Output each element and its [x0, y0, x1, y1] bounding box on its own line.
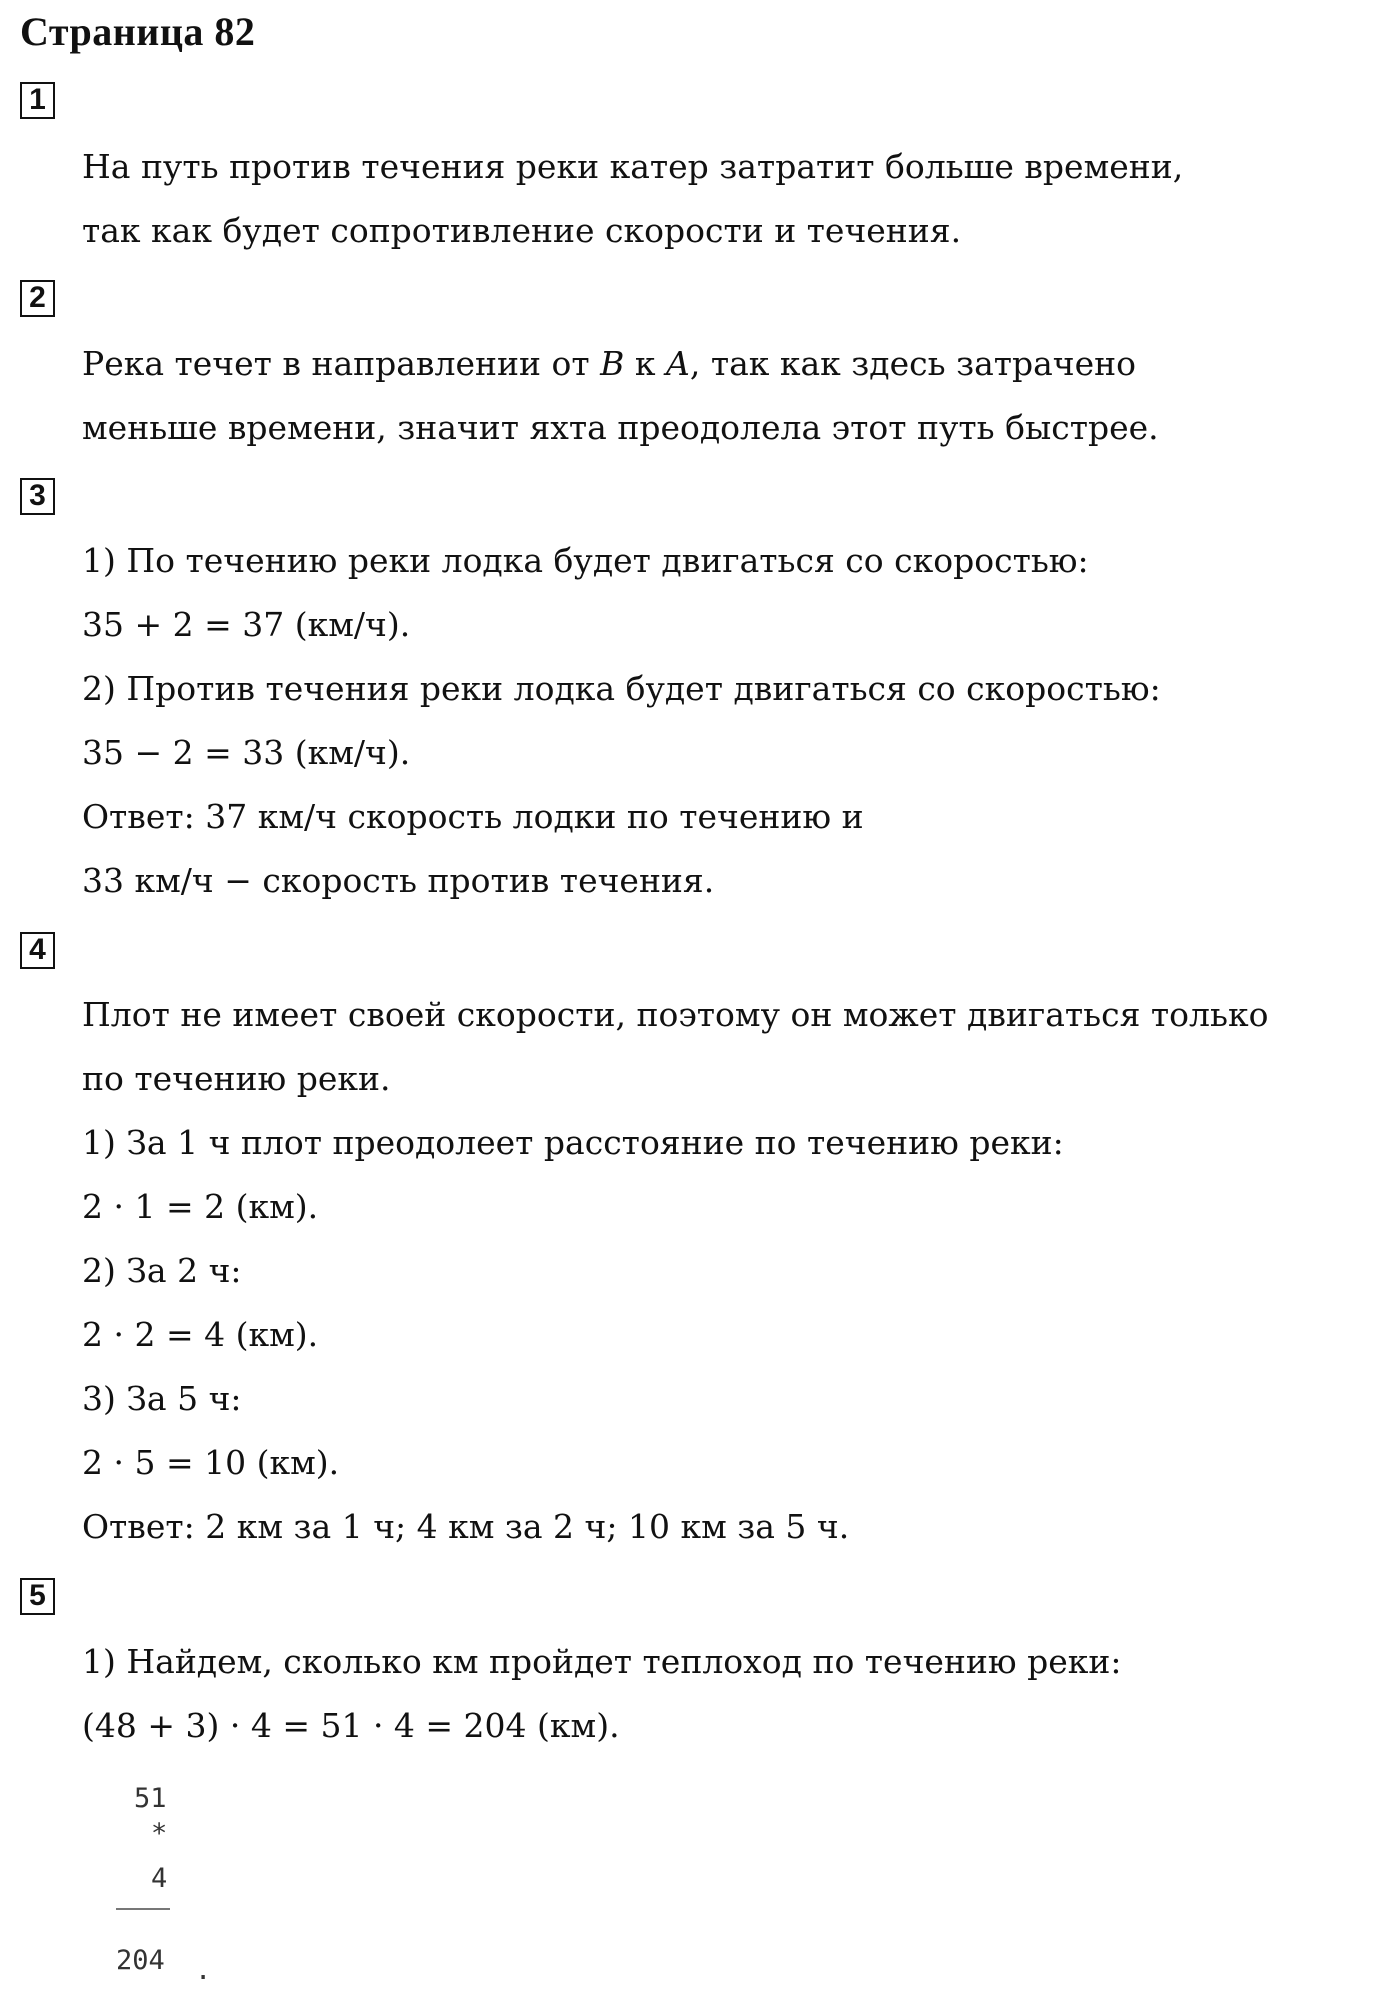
- task-2-text-b: , так как здесь затрачено: [689, 344, 1137, 383]
- task-3-line-6: 33 км/ч − скорость против течения.: [82, 861, 715, 900]
- task-4-line-7: 3) За 5 ч:: [82, 1379, 242, 1418]
- calc-divider-line: [116, 1908, 170, 1910]
- calc-dot: .: [195, 1955, 212, 1986]
- task-4-line-8: 2 · 5 = 10 (км).: [82, 1443, 340, 1482]
- task-number-5: 5: [20, 1578, 55, 1615]
- task-number-2: 2: [20, 280, 55, 317]
- task-3-line-2: 35 + 2 = 37 (км/ч).: [82, 605, 411, 644]
- task-number-4: 4: [20, 932, 55, 969]
- task-5-line-2: (48 + 3) · 4 = 51 · 4 = 204 (км).: [82, 1706, 620, 1745]
- task-4-line-9: Ответ: 2 км за 1 ч; 4 км за 2 ч; 10 км за 5 ч.: [82, 1507, 850, 1546]
- task-number-3: 3: [20, 478, 55, 515]
- task-2-text-a: Река течет в направлении от: [82, 344, 590, 383]
- task-2-line-1: [82, 342, 1136, 386]
- task-1-line-2: так как будет сопротивление скорости и течения.: [82, 211, 962, 250]
- calc-bottom-number: 4: [151, 1863, 168, 1894]
- task-4-line-5: 2) За 2 ч:: [82, 1251, 242, 1290]
- task-3-line-5: Ответ: 37 км/ч скорость лодки по течению и: [82, 797, 864, 836]
- task-4-line-2: по течению реки.: [82, 1059, 391, 1098]
- task-5-line-1: 1) Найдем, сколько км пройдет теплоход по течению реки:: [82, 1642, 1122, 1681]
- task-4-line-1: Плот не имеет своей скорости, поэтому он может двигаться только: [82, 995, 1269, 1034]
- task-4-line-3: 1) За 1 ч плот преодолеет расстояние по течению реки:: [82, 1123, 1064, 1162]
- task-number-1: 1: [20, 82, 55, 119]
- task-1-line-1: На путь против течения реки катер затратит больше времени,: [82, 147, 1184, 186]
- task-3-line-4: 35 − 2 = 33 (км/ч).: [82, 733, 411, 772]
- calc-operator: *: [151, 1818, 168, 1849]
- task-4-line-4: 2 · 1 = 2 (км).: [82, 1187, 319, 1226]
- calc-top-number: 51: [134, 1783, 167, 1814]
- task-4-line-6: 2 · 2 = 4 (км).: [82, 1315, 319, 1354]
- task-3-line-1: 1) По течению реки лодка будет двигаться со скоростью:: [82, 541, 1089, 580]
- point-a: A: [666, 344, 690, 383]
- task-2-text-k: к: [634, 344, 656, 383]
- point-b: B: [600, 344, 625, 383]
- task-3-line-3: 2) Против течения реки лодка будет двигаться со скоростью:: [82, 669, 1161, 708]
- page-title: Страница 82: [20, 9, 256, 54]
- calc-result: 204: [116, 1945, 165, 1976]
- task-2-line-2: меньше времени, значит яхта преодолела этот путь быстрее.: [82, 408, 1159, 447]
